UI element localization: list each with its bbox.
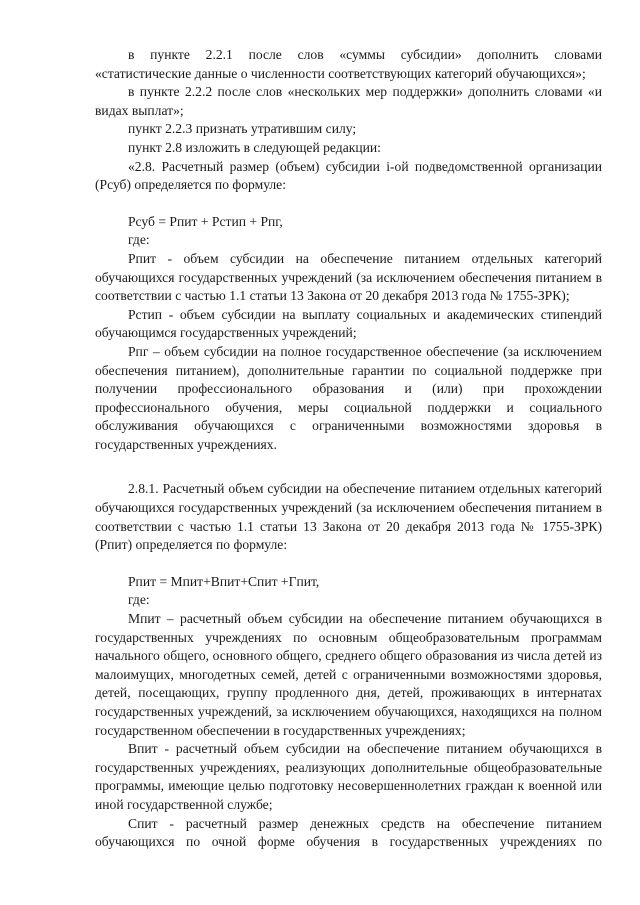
where-label: где: <box>128 592 150 608</box>
amendment-2-2-2: в пункте 2.2.2 после слов «нескольких мер поддержки» дополнить словами «и видах выплат»; <box>95 84 602 118</box>
def-spit: Спит - расчетный размер денежных средств на обеспечение питанием обучающихся по очной форме обучения в государственных учреждениях по <box>95 815 602 850</box>
where-label: где: <box>128 232 150 248</box>
def-vpit: Впит - расчетный объем субсидии на обеспечение питанием обучающихся в государственных учреждениях, реализующих дополнительные общеобразовательные программы, имеющие целью подготовку несовершеннолетних граждан к военной или иной государственной службе; <box>95 741 602 812</box>
spacer <box>95 454 602 480</box>
def-mpit: Мпит – расчетный объем субсидии на обеспечение питанием обучающихся в государственных учреждениях по основным общеобразовательным программам начального общего, основного общего, среднего общего образования из числа детей из малоимущих, многодетных семей, детей с ограниченными возможностями здоровья, детей, посещающих, группу продленного дня, детей, проживающих в интернатах государственных учреждений, за исключением обучающихся, находящихся на полном государственном обеспечении в государственных учреждениях; <box>95 611 602 738</box>
def-rpit: Рпит - объем субсидии на обеспечение питанием отдельных категорий обучающихся государственных учреждений (за исключением обеспечения питанием в соответствии с частью 1.1 статьи 13 Закона от 20 декабря 2013 года № 1755-ЗРК); <box>95 250 602 304</box>
clause-2-8: «2.8. Расчетный размер (объем) субсидии i-ой подведомственной организации (Рсуб) определяется по формуле: <box>95 158 602 193</box>
def-rpg: Рпг – объем субсидии на полное государственное обеспечение (за исключением обеспечения питанием), дополнительные гарантии по социальной поддержке при получении профессионального образования и (или) при прохождении профессионального обучения, меры социальной поддержки и социального обслуживания обучающихся с ограниченными возможностями здоровья в государственных учреждениях. <box>95 343 602 452</box>
amendment-2-2-1: в пункте 2.2.1 после слов «суммы субсидии» дополнить словами «статистические данные о численности соответствующих категорий обучающихся»; <box>95 47 602 81</box>
spacer <box>95 195 602 213</box>
spacer <box>95 555 602 573</box>
def-rstip: Рстип - объем субсидии на выплату социальных и академических стипендий обучающимся государственных учреждений; <box>95 306 602 341</box>
formula-rpit: Рпит = Мпит+Впит+Спит +Гпит, <box>128 573 320 589</box>
clause-2-8-1: 2.8.1. Расчетный объем субсидии на обеспечение питанием отдельных категорий обучающихся государственных учреждений (за исключением обеспечения питанием в соответствии с частью 1.1 статьи 13 Закона от 20 декабря 2013 года № 1755-ЗРК) (Рпит) определяется по формуле: <box>95 481 602 553</box>
formula-rsub: Рсуб = Рпит + Рстип + Рпг, <box>128 213 283 229</box>
amendment-2-8-intro: пункт 2.8 изложить в следующей редакции: <box>128 139 381 155</box>
amendment-2-2-3: пункт 2.2.3 признать утратившим силу; <box>128 121 357 137</box>
